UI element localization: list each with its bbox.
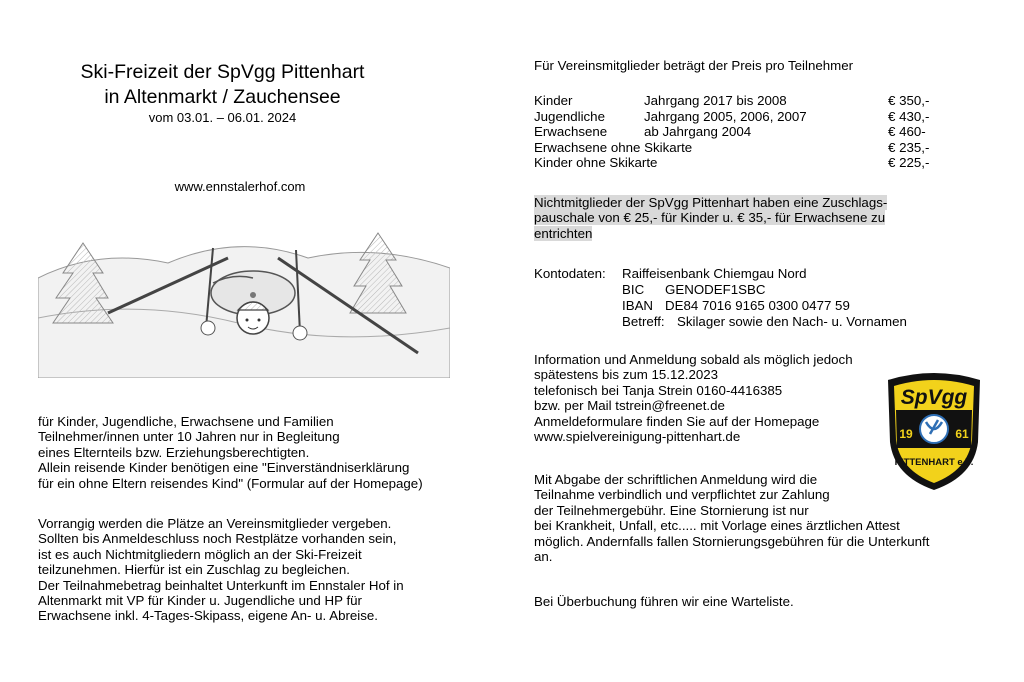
bic-label: BIC: [622, 282, 645, 297]
bank-name: Raiffeisenbank Chiemgau Nord: [622, 266, 807, 281]
terms-paragraph: Mit Abgabe der schriftlichen Anmeldung wird die Teilnahme verbindlich und verpflichtet zur Zahlung der Teilnehmergebühr. Eine Stornierung ist nur bei Krankheit, Unfall, etc..... mit Vorlage eines ärztlichen Attest möglich. Andernfalls fallen Stornierungsgebühren für die Unterkunft an.: [534, 472, 930, 565]
logo-top-text: SpVgg: [900, 386, 968, 409]
intro-paragraph: für Kinder, Jugendliche, Erwachsene und Familien Teilnehmer/innen unter 10 Jahren nur in Begleitung eines Elternteils bzw. Erziehungsberechtigten. Allein reisende Kinder benötigen eine "Einverständniserklärung für ein ohne Eltern reisendes Kind" (Formular auf der Homepage): [38, 414, 423, 491]
skier-illustration: [38, 228, 450, 378]
title-line-2: in Altenmarkt / Zauchensee: [104, 86, 341, 108]
bic-value: GENODEF1SBC: [665, 282, 766, 297]
page: Ski-Freizeit der SpVgg Pittenhart in Altenmarkt / Zauchensee vom 03.01. – 06.01. 2024 www.ennstalerhof.com für Kinder, Jugendliche, Erwachsene und Familien Teilnehmer/innen unter 10 Jahren nur in Begleitung eines Elternteils bzw. Erziehungsberechtigten. Allein reisende Kinder benötigen eine "Einverständniserklärung für ein ohne Eltern reisendes Kind" (Formular auf der Homepage) Vorrangig werden die Plätze an Vereinsmitglieder vergeben. Sollten bis Anmeldeschluss noch Restplätze vorhanden sein, ist es auch Nichtmitgliedern möglich an der Ski-Freizeit teilzunehmen. Hierfür ist ein Zuschlag zu begleichen. Der Teilnahmebetrag beinhaltet Unterkunft im Ennstaler Hof in Altenmarkt mit VP für Kinder u. Jugendliche und HP für Erwachsene inkl. 4-Tages-Skipass, eigene An- u. Abreise. Für Vereinsmitglieder beträgt der Preis pro Teilnehmer Kinder Jahrgang 2017 bis 2008 € 350,- Jugendliche Jahrgang 2005, 2006, 2007 € 430,- Erwachsene ab Jahrgang 2004 € 460- Erwachsene ohne Skikarte € 235,- Kinder ohne Skikarte € 225,- Nichtmitglieder der SpVgg Pittenhart haben eine Zuschlags- pauschale von € 25,- für Kinder u. € 35,- für Erwachsene zu entrichten Kontodaten: Raiffeisenbank Chiemgau Nord BIC GENODEF1SBC IBAN DE84 7016 9165 0300 0477 59 Betreff: Skilager sowie den Nach- u. Vornamen Information und Anmeldung sobald als möglich jedoch spätestens bis zum 15.12.2023 telefonisch bei Tanja Strein 0160-4416385 bzw. per Mail tstrein@freenet.de Anmeldeformulare finden Sie auf der Homepage www.spielvereinigung-pittenhart.de Mit Abgabe der schriftlichen Anmeldung wird die Teilnahme verbindlich und verpflichtet zur Zahlung der Teilnehmergebühr. Eine Stornierung ist nur bei Krankheit, Unfall, etc..... mit Vorlage eines ärztlichen Attest möglich. Andernfalls fallen Stornierungsgebühren für die Unterkunft an. Bei Überbuchung führen wir eine Warteliste. SpVgg 19 61 PITTENHART e.V.: [0, 0, 1024, 682]
price-intro: Für Vereinsmitglieder beträgt der Preis pro Teilnehmer: [534, 58, 854, 73]
homepage-link[interactable]: www.spielvereinigung-pittenhart.de: [534, 429, 741, 445]
event-dates: vom 03.01. – 06.01. 2024: [148, 110, 297, 125]
title-line-1: Ski-Freizeit der SpVgg Pittenhart: [80, 61, 365, 83]
club-logo: [882, 372, 986, 494]
iban-value: DE84 7016 9165 0300 0477 59: [665, 298, 850, 313]
logo-year-left: 19: [899, 427, 913, 441]
reference-value: Skilager sowie den Nach- u. Vornamen: [677, 314, 907, 329]
registration-info: Information und Anmeldung sobald als möglich jedoch spätestens bis zum 15.12.2023 telefonisch bei Tanja Strein 0160-4416385 bzw. per Mail tstrein@freenet.de Anmeldeformulare finden Sie auf der Homepage www.spielvereinigung-pittenhart.de: [534, 352, 853, 445]
waitlist-note: Bei Überbuchung führen wir eine Warteliste.: [534, 594, 794, 609]
surcharge-note: Nichtmitglieder der SpVgg Pittenhart haben eine Zuschlags- pauschale von € 25,- für Kinder u. € 35,- für Erwachsene zu entrichten: [534, 195, 888, 241]
bank-label: Kontodaten:: [534, 266, 606, 281]
reference-label: Betreff:: [622, 314, 665, 329]
places-paragraph: Vorrangig werden die Plätze an Vereinsmitglieder vergeben. Sollten bis Anmeldeschluss noch Restplätze vorhanden sein, ist es auch Nichtmitgliedern möglich an der Ski-Freizeit teilzunehmen. Hierfür ist ein Zuschlag zu begleichen. Der Teilnahmebetrag beinhaltet Unterkunft im Ennstaler Hof in Altenmarkt mit VP für Kinder u. Jugendliche und HP für Erwachsene inkl. 4-Tages-Skipass, eigene An- u. Abreise.: [38, 516, 404, 624]
email-link[interactable]: bzw. per Mail tstrein@freenet.de: [534, 398, 725, 414]
logo-year-right: 61: [955, 427, 969, 441]
logo-bottom-text: PITTENHART e.V.: [894, 457, 974, 468]
website-link[interactable]: www.ennstalerhof.com: [174, 179, 306, 194]
iban-label: IBAN: [622, 298, 654, 313]
